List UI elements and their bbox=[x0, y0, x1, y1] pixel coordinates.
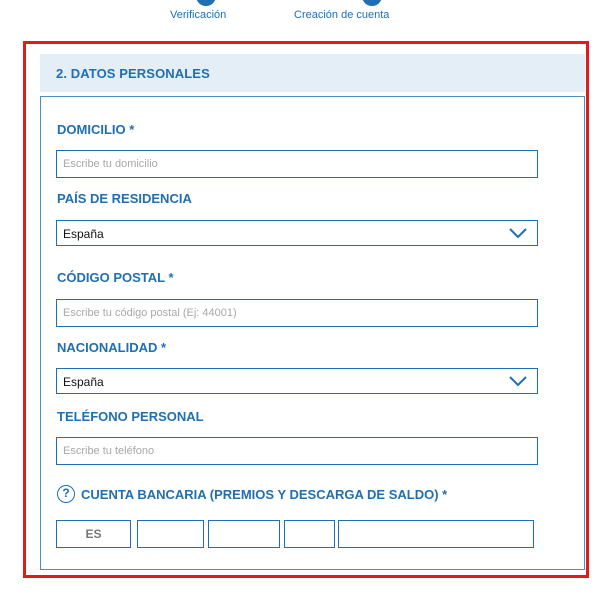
telefono-input[interactable] bbox=[56, 437, 538, 465]
section-title: 2. DATOS PERSONALES bbox=[56, 66, 210, 81]
nacionalidad-label: NACIONALIDAD * bbox=[57, 340, 167, 355]
iban-segment-2-input[interactable] bbox=[208, 520, 280, 548]
telefono-label: TELÉFONO PERSONAL bbox=[57, 409, 204, 424]
chevron-down-icon bbox=[509, 227, 527, 239]
step-label: Creación de cuenta bbox=[294, 9, 390, 21]
iban-segment-3-input[interactable] bbox=[284, 520, 335, 548]
iban-country-prefix: ES bbox=[56, 520, 131, 548]
step-label: Verificación bbox=[170, 9, 227, 21]
progress-stepper bbox=[0, 0, 600, 30]
section-header bbox=[40, 54, 585, 92]
domicilio-input[interactable] bbox=[56, 150, 538, 178]
pais-residencia-select[interactable] bbox=[56, 220, 538, 246]
pais-residencia-label: PAÍS DE RESIDENCIA bbox=[57, 191, 192, 206]
pais-residencia-value: España bbox=[63, 227, 104, 241]
iban-segment-4-input[interactable] bbox=[338, 520, 534, 548]
iban-segment-1-input[interactable] bbox=[137, 520, 204, 548]
nacionalidad-select[interactable] bbox=[56, 368, 538, 394]
cuenta-bancaria-label: CUENTA BANCARIA (PREMIOS Y DESCARGA DE SALDO) * bbox=[81, 487, 448, 502]
step-dot-icon bbox=[362, 0, 382, 6]
codigo-postal-input[interactable] bbox=[56, 299, 538, 327]
nacionalidad-value: España bbox=[63, 375, 104, 389]
codigo-postal-label: CÓDIGO POSTAL * bbox=[57, 270, 174, 285]
step-dot-icon bbox=[196, 0, 216, 6]
question-circle-icon[interactable]: ? bbox=[57, 485, 75, 503]
chevron-down-icon bbox=[509, 375, 527, 387]
domicilio-label: DOMICILIO * bbox=[57, 122, 135, 137]
